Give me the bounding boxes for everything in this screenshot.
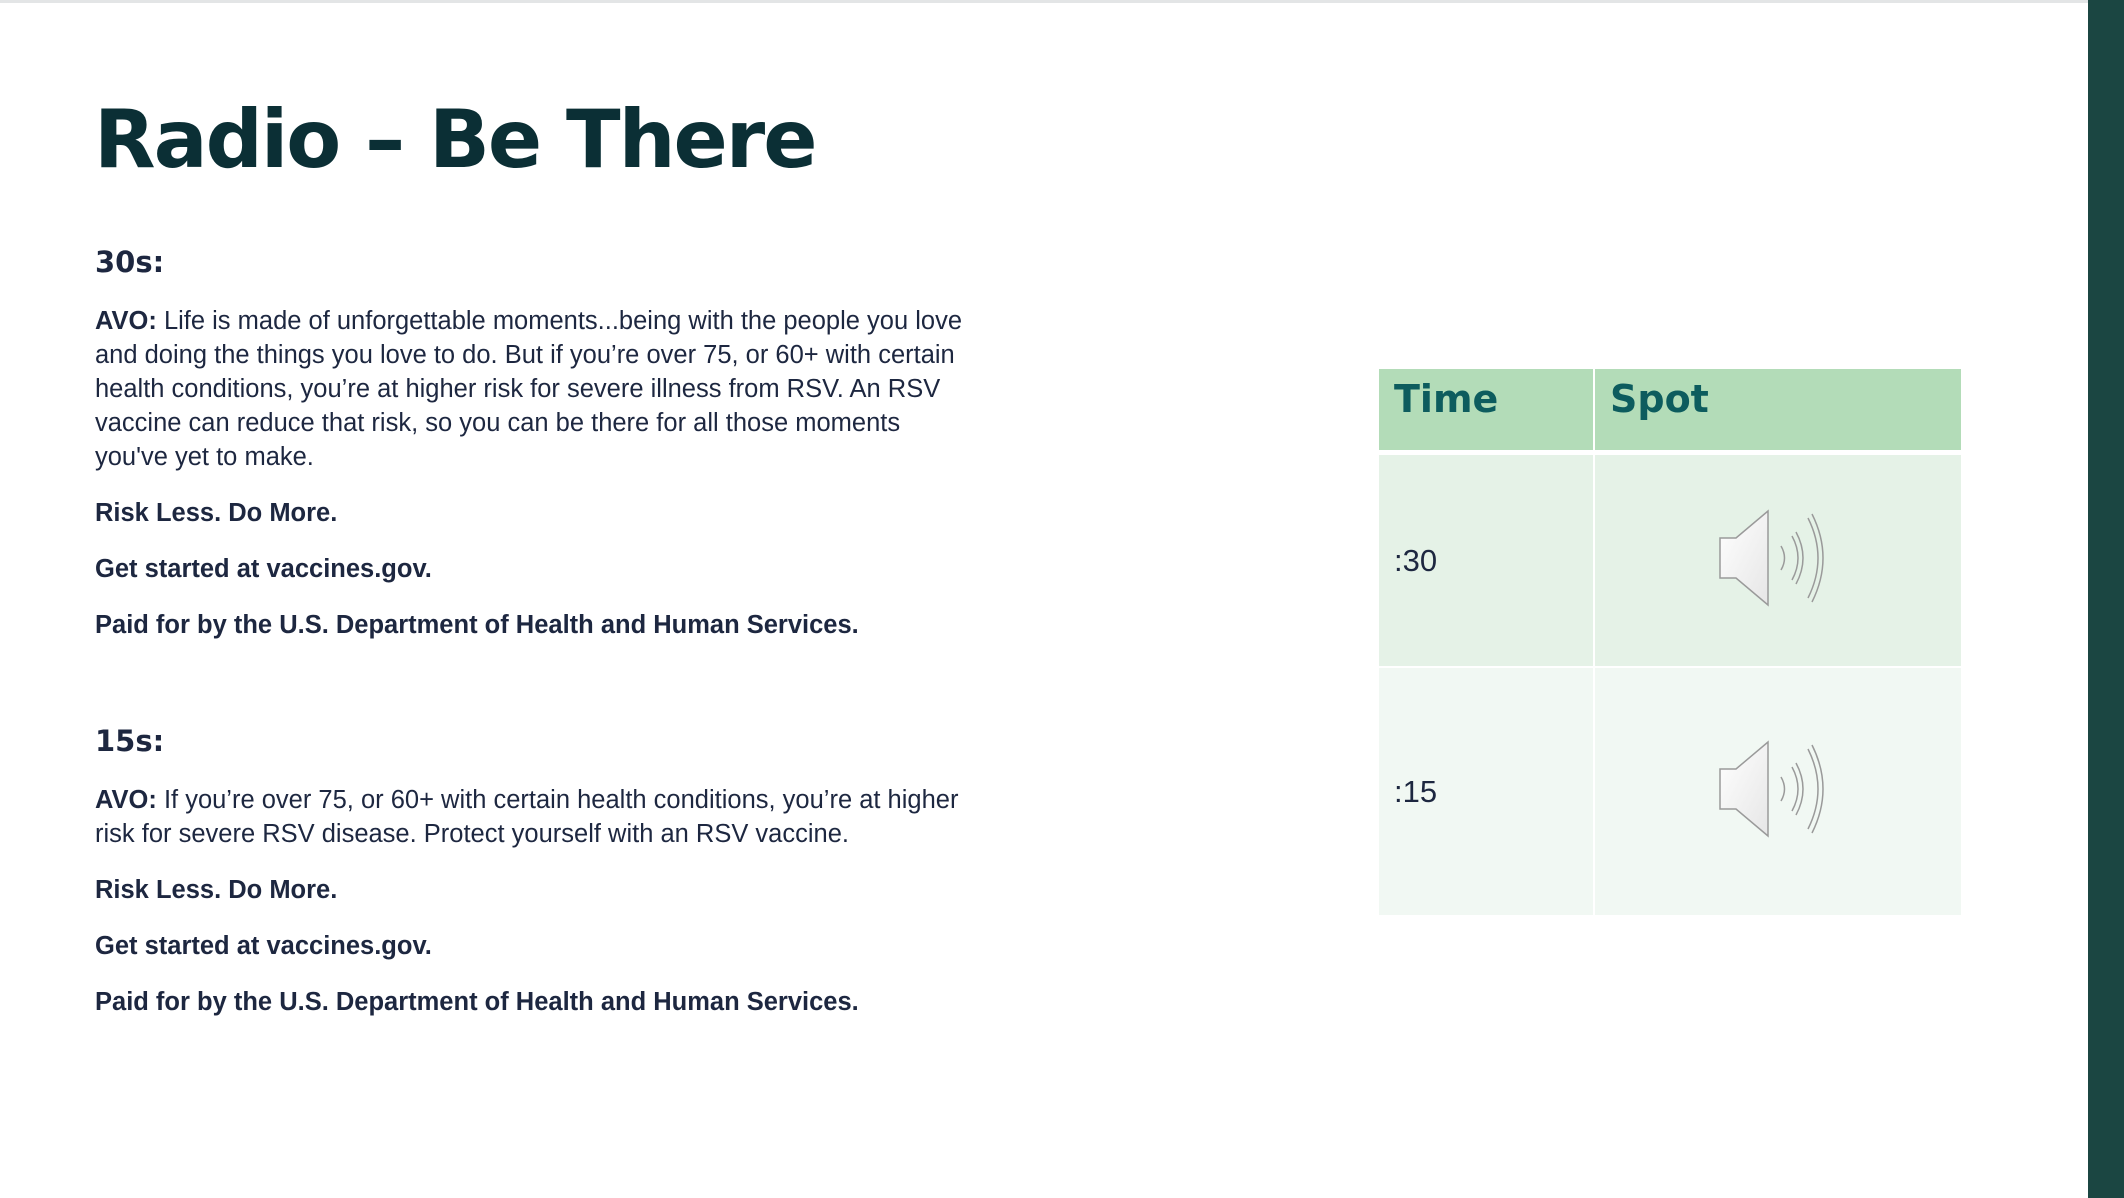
speaker-icon[interactable]: [1718, 508, 1838, 608]
column-header-spot: Spot: [1595, 369, 1961, 455]
avo-paragraph-15s: [95, 783, 975, 851]
tagline-30s: Risk Less. Do More.: [95, 499, 338, 527]
avo-text: Life is made of unforgettable moments...being with the people you love and doing the things you love to do. But if you’re over 75, or 60+ with certain health conditions, you’re at higher risk for severe illness from RSV. An RSV vaccine can reduce that risk, so you can be there for all those moments you've yet to make.: [95, 307, 963, 471]
avo-text: If you’re over 75, or 60+ with certain health conditions, you’re at higher risk for severe RSV disease. Protect yourself with an RSV vaccine.: [95, 786, 959, 848]
cta-30s: Get started at vaccines.gov.: [95, 555, 432, 583]
time-cell: :30: [1379, 455, 1595, 668]
top-divider: [0, 0, 2088, 3]
disclaimer-30s: Paid for by the U.S. Department of Health and Human Services.: [95, 611, 859, 639]
avo-paragraph-30s: [95, 304, 975, 474]
spot-table: [1379, 369, 1961, 915]
script-15s: [95, 721, 975, 1041]
section-heading-30s: 30s:: [95, 245, 165, 279]
spot-cell: [1595, 668, 1961, 915]
table-header-row: [1379, 369, 1961, 455]
script-30s: [95, 242, 975, 664]
spot-cell: [1595, 455, 1961, 668]
section-heading-15s: 15s:: [95, 724, 165, 758]
avo-label: AVO:: [95, 307, 157, 335]
table-row: [1379, 455, 1961, 668]
disclaimer-15s: Paid for by the U.S. Department of Health and Human Services.: [95, 988, 859, 1016]
accent-side-bar: [2088, 0, 2124, 1198]
page-title: Radio – Be There: [94, 93, 816, 186]
cta-15s: Get started at vaccines.gov.: [95, 932, 432, 960]
table-row: [1379, 668, 1961, 915]
column-header-time: Time: [1379, 369, 1595, 455]
avo-label: AVO:: [95, 786, 157, 814]
time-cell: :15: [1379, 668, 1595, 915]
speaker-icon[interactable]: [1718, 739, 1838, 839]
tagline-15s: Risk Less. Do More.: [95, 876, 338, 904]
